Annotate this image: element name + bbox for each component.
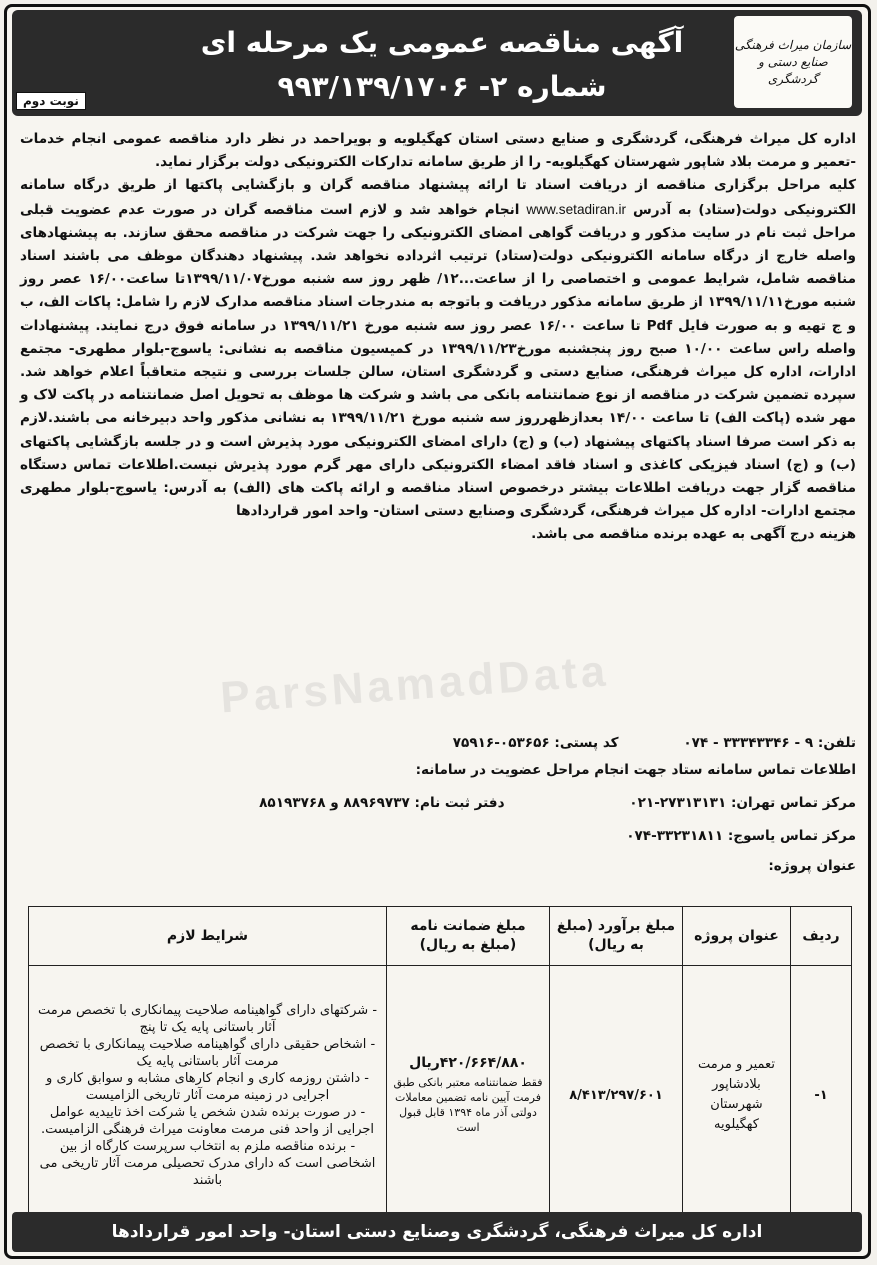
footer-text: اداره کل میراث فرهنگی، گردشگری وصنایع دستی استان- واحد امور قراردادها: [111, 1222, 763, 1242]
estimate-amount: ۸/۴۱۳/۲۹۷/۶۰۱: [550, 966, 683, 1225]
tehran-contact-line: [20, 795, 856, 811]
condition-item: - داشتن روزمه کاری و انجام کارهای مشابه و سوابق کاری و اجرایی در زمینه مرمت آثار تاریخی الزامیست: [46, 1070, 369, 1103]
condition-item: - در صورت برنده شدن شخص یا شرکت اخذ تاییدیه عوامل اجرایی از واحد فنی مرمت معاونت میراث فرهنگی الزامیست.: [40, 1104, 375, 1137]
header-estimate: مبلغ برآورد (مبلغ به ریال): [550, 907, 683, 966]
tehran-contact: مرکز تماس تهران: ۲۷۳۱۳۱۳۱-۰۲۱: [629, 795, 856, 811]
guarantee-amount: ۴۲۰/۶۶۴/۸۸۰ریال: [409, 1055, 527, 1071]
condition-item: - برنده مناقصه ملزم به انتخاب سرپرست کارگاه از بین اشخاصی است که دارای مدرک تحصیلی مرمت آثار تاریخی می باشند: [39, 1138, 376, 1188]
header-row-number: ردیف: [791, 907, 852, 966]
details-part-b: انجام خواهد شد و لازم است مناقصه گران در صورت عدم عضویت قبلی مراحل ثبت نام در سایت مذکور و دریافت گواهی امضای الکترونیکی را جهت شرکت در مناقصه محقق سازند. به پیشنهادهای واصله خارج از درگاه سامانه الکترونیکی دولت(ستاد) ترتیب اثرداده نخواهد شد. پیشنهاد دهندگان موظف می باشند اسناد مناقصه شامل، شرایط عمومی و اختصاصی را از ساعت...۱۲/ ظهر روز سه شنبه مورخ۱۳۹۹/۱۱/۰۷تا ساعت۱۶/۰۰ عصر روز شنبه مورخ۱۳۹۹/۱۱/۱۱ از طریق سامانه مذکور دریافت و باتوجه به مندرجات اسناد مناقصه مدارک لازم را شامل: پاکات الف، ب و ج تهیه و به صورت فایل Pdf تا ساعت ۱۶/۰۰ عصر روز سه شنبه مورخ ۱۳۹۹/۱۱/۲۱ در سامانه فوق درج نمایند. پیشنهادات واصله راس ساعت ۱۰/۰۰ صبح روز پنجشنبه مورخ۱۳۹۹/۱۱/۲۳ در کمیسیون مناقصه به نشانی: یاسوج-بلوار مطهری- مجتمع ادارات، اداره کل میراث فرهنگی، صنایع دستی و گردشگری استان، سالن جلسات بررسی و نتیجه متعاقباً اعلام خواهد شد. سپرده تضمین شرکت در مناقصه از نوع ضمانتنامه بانکی می باشد و شرکت ها موظف به تحویل اصل ضمانتنامه در پاکت لاک و مهر شده (پاکت الف) تا ساعت ۱۴/۰۰ بعدازظهرروز سه شنبه مورخ ۱۳۹۹/۱۱/۲۱ به نشانی مذکور واحد دبیرخانه می باشند.لازم به ذکر است صرفا اسناد پاکتهای پیشنهاد (ب) و (ج) دارای امضای الکترونیکی مورد پذیرش است و در جلسه بازگشایی پاکتهای (ب) و (ج) اسناد فیزیکی کاغذی و اسناد فاقد امضاء الکترونیکی دارای مهر گرم مورد پذیرش نیست.اطلاعات تماس دستگاه مناقصه گزار جهت دریافت اطلاعات بیشتر درخصوص اسناد مناقصه و ارائه پاکت های (الف) به آدرس: یاسوج-بلوار مطهری مجتمع ادارات- اداره کل میراث فرهنگی، گردشگری وصنایع دستی استان- واحد امور قراردادها: [20, 201, 857, 520]
postal-code: کد پستی: ۰۵۳۶۵۶-۷۵۹۱۶: [452, 735, 619, 751]
logo-text: سازمان میراث فرهنگی صنایع دستی و گردشگری: [734, 37, 852, 86]
header-project-title: عنوان پروژه: [683, 907, 791, 966]
guarantee-cell: [387, 966, 550, 1225]
conditions-cell: [29, 966, 387, 1225]
details-paragraph: [20, 174, 856, 523]
project-title: تعمیر و مرمت بلادشاپور شهرستان کهگیلویه: [683, 966, 791, 1225]
intro-paragraph: اداره کل میراث فرهنگی، گردشگری و صنایع دستی استان کهگیلویه و بویراحمد در نظر دارد مناقصه عمومی انجام خدمات -تعمیر و مرمت بلاد شاپور شهرستان کهگیلویه- را از طریق سامانه تدارکات الکترونیکی دولت برگزار نماید.: [20, 131, 856, 171]
header-banner: [12, 10, 862, 116]
footer-banner: [12, 1212, 862, 1252]
yasuj-contact: مرکز تماس یاسوج: ۳۳۲۳۱۸۱۱-۰۷۴: [626, 828, 856, 844]
setad-url-link[interactable]: www.setadiran.ir: [526, 201, 627, 217]
table-row: [29, 966, 852, 1225]
header-conditions: شرایط لازم: [29, 907, 387, 966]
announcement-body: [20, 128, 856, 547]
row-number: ۱-: [791, 966, 852, 1225]
phone-postal-line: [20, 735, 856, 751]
setad-info-heading: اطلاعات تماس سامانه ستاد جهت انجام مراحل عضویت در سامانه:: [415, 762, 856, 778]
phone-number: تلفن: ۹ - ۳۳۳۴۳۳۴۶ - ۰۷۴: [683, 735, 856, 751]
header-guarantee: مبلغ ضمانت نامه (مبلغ به ریال): [387, 907, 550, 966]
round-badge: نوبت دوم: [16, 92, 86, 110]
project-title-label: عنوان پروژه:: [768, 858, 856, 874]
condition-item: - اشخاص حقیقی دارای گواهینامه صلاحیت پیمانکاری با تخصص مرمت آثار باستانی پایه یک: [39, 1036, 376, 1069]
ad-cost-note: هزینه درج آگهی به عهده برنده مناقصه می باشد.: [531, 526, 856, 543]
table-header-row: [29, 907, 852, 966]
projects-table: [28, 906, 852, 1225]
guarantee-note: فقط ضمانتنامه معتبر بانکی طبق فرمت آیین نامه تضمین معاملات دولتی آذر ماه ۱۳۹۴ قابل قبول است: [393, 1076, 543, 1134]
registry-office: دفتر ثبت نام: ۸۸۹۶۹۷۳۷ و ۸۵۱۹۳۷۶۸: [259, 795, 505, 811]
details-part-a: کلیه مراحل برگزاری مناقصه از دریافت اسناد تا ارائه پیشنهاد مناقصه گران و بازگشایی پاکتها از طریق درگاه سامانه الکترونیکی دولت(ستاد) به آدرس: [20, 177, 857, 218]
organization-logo: [734, 16, 852, 108]
condition-item: - شرکتهای دارای گواهینامه صلاحیت پیمانکاری با تخصص مرمت آثار باستانی پایه یک تا پنج: [37, 1002, 378, 1035]
ad-title: آگهی مناقصه عمومی یک مرحله ای: [200, 26, 684, 59]
ad-number: شماره ۲- ۹۹۳/۱۳۹/۱۷۰۶: [277, 70, 607, 103]
